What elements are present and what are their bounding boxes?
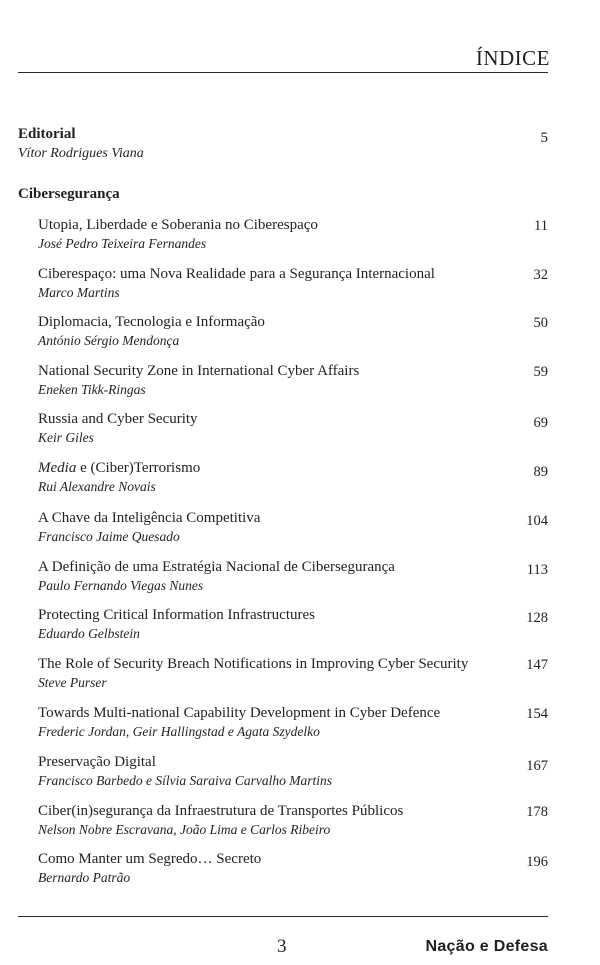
entry-title: Towards Multi-national Capability Development in Cyber Defence [38,705,441,721]
entry-title: Preservação Digital [38,754,156,770]
entry-author: Francisco Jaime Quesado [38,529,180,544]
section-title: Cibersegurança [18,186,120,202]
toc-entry[interactable] [38,314,548,349]
entry-author: Keir Giles [38,430,94,445]
publication-name: Nação e Defesa [425,938,548,955]
toc-entry[interactable] [38,460,548,495]
entry-page-number: 113 [526,562,548,578]
toc-entry[interactable] [38,266,548,301]
entry-author: Frederic Jordan, Geir Hallingstad e Agata Szydelko [38,724,320,739]
entry-title-italic: Media [38,460,77,476]
entry-author: António Sérgio Mendonça [38,333,180,348]
entry-author: Eduardo Gelbstein [38,626,140,641]
toc-entry[interactable] [38,754,548,789]
editorial-author: Vítor Rodrigues Viana [18,146,144,161]
entry-author: Steve Purser [38,675,107,690]
entry-page-number: 178 [526,804,548,820]
editorial-page-number: 5 [540,130,548,146]
entry-author: Eneken Tikk-Ringas [38,382,146,397]
entry-page-number: 59 [533,364,548,380]
entry-page-number: 89 [533,464,548,480]
entry-title: Russia and Cyber Security [38,411,198,427]
entry-title [38,460,548,477]
entry-title: A Definição de uma Estratégia Nacional de Cibersegurança [38,559,395,575]
entry-title: Diplomacia, Tecnologia e Informação [38,314,265,330]
entry-page-number: 11 [534,218,548,234]
footer-page-number: 3 [277,936,287,957]
toc-entry[interactable] [38,607,548,642]
editorial-entry[interactable] [18,126,548,162]
toc-entry[interactable] [38,803,548,838]
entry-page-number: 50 [533,315,548,331]
entry-title: Ciberespaço: uma Nova Realidade para a Segurança Internacional [38,266,435,282]
entry-page-number: 167 [526,758,548,774]
entry-title: Utopia, Liberdade e Soberania no Ciberespaço [38,217,318,233]
entry-page-number: 196 [526,854,548,870]
entry-page-number: 32 [533,267,548,283]
entry-author: José Pedro Teixeira Fernandes [38,236,207,251]
entry-page-number: 128 [526,610,548,626]
section-heading [18,186,548,203]
toc-entry[interactable] [38,559,548,594]
entry-page-number: 147 [526,657,548,673]
toc-entry[interactable] [38,705,548,740]
entry-author: Francisco Barbedo e Sílvia Saraiva Carvalho Martins [38,773,332,788]
toc-entry[interactable] [38,510,548,545]
toc-entry[interactable] [38,656,548,691]
toc-entry[interactable] [38,411,548,446]
toc-entry[interactable] [38,363,548,398]
entry-author: Paulo Fernando Viegas Nunes [38,578,204,593]
entry-author: Nelson Nobre Escravana, João Lima e Carlos Ribeiro [38,822,331,837]
entry-title-rest: e (Ciber)Terrorismo [76,460,201,476]
page-title: ÍNDICE [475,46,550,70]
entry-title: A Chave da Inteligência Competitiva [38,510,261,526]
entry-title: Como Manter um Segredo… Secreto [38,851,262,867]
header-rule [18,72,548,73]
entry-title: Protecting Critical Information Infrastructures [38,607,315,623]
toc-entry[interactable] [38,217,548,252]
entry-title: The Role of Security Breach Notifications in Improving Cyber Security [38,656,469,672]
entry-author: Marco Martins [38,285,120,300]
editorial-title: Editorial [18,126,76,142]
entry-page-number: 104 [526,513,548,529]
toc-entry[interactable] [38,851,548,886]
footer-rule [18,916,548,917]
entry-author: Rui Alexandre Novais [38,479,156,494]
entry-page-number: 69 [533,415,548,431]
entry-title: Ciber(in)segurança da Infraestrutura de Transportes Públicos [38,803,404,819]
entry-title: National Security Zone in International Cyber Affairs [38,363,360,379]
entry-author: Bernardo Patrão [38,870,131,885]
entry-page-number: 154 [526,706,548,722]
